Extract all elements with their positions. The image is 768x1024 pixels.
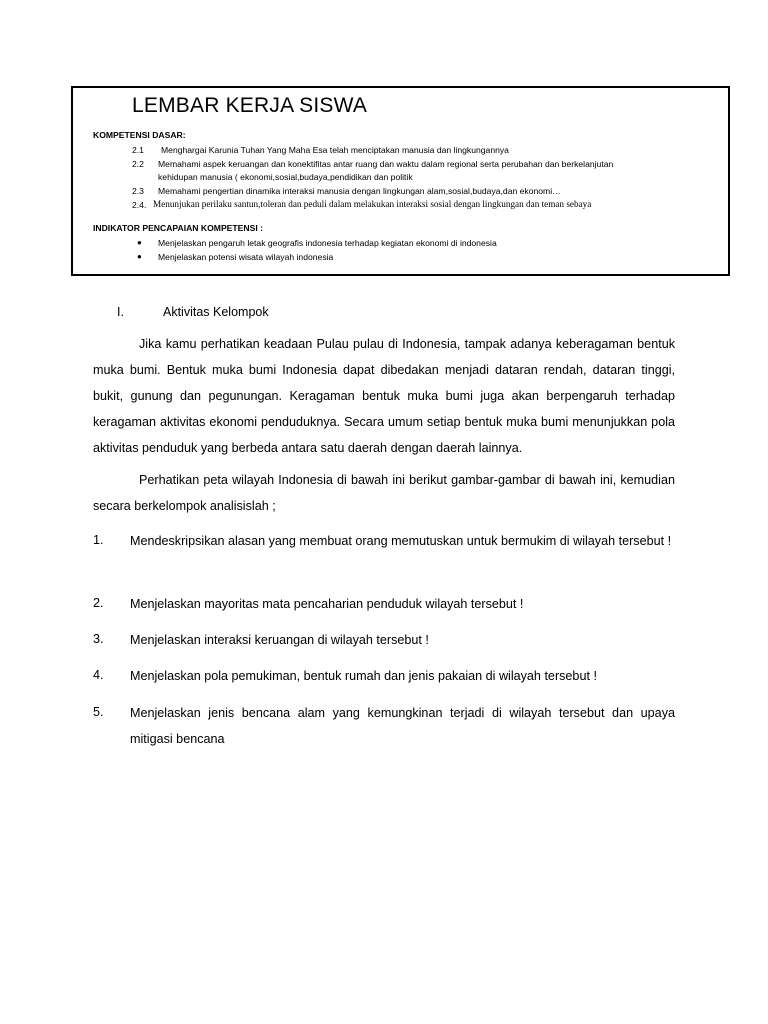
kompetensi-num-3: 2.3 [132, 186, 144, 196]
kompetensi-num-4: 2.4. [132, 200, 147, 210]
kompetensi-text-4: Menunjukan perilaku santun,toleran dan peduli dalam melakukan interaksi sosial dengan lingkungan dan teman sebaya [153, 199, 592, 209]
indikator-label: INDIKATOR PENCAPAIAN KOMPETENSI : [93, 223, 263, 233]
worksheet-title: LEMBAR KERJA SISWA [132, 94, 368, 117]
task-text-1: Mendeskripsikan alasan yang membuat orang memutuskan untuk bermukim di wilayah tersebut ! [130, 534, 672, 548]
header-box [71, 86, 730, 276]
paragraph-1: Jika kamu perhatikan keadaan Pulau pulau di Indonesia, tampak adanya keberagaman bentuk muka bumi. Bentuk muka bumi Indonesia dapat dibedakan menjadi dataran rendah, dataran tinggi, bukit, gunung dan pegunungan. Keragaman bentuk muka bumi juga akan berpengaruh terhadap keragaman aktivitas ekonomi penduduknya. Secara umum setiap bentuk muka bumi menunjukkan pola aktivitas penduduk yang berbeda antara satu daerah dengan daerah lainnya. [93, 337, 675, 455]
task-num-3: 3. [93, 632, 104, 646]
bullet-icon: ● [137, 238, 142, 247]
paragraph-2: Perhatikan peta wilayah Indonesia di bawah ini berikut gambar-gambar di bawah ini, kemudian secara berkelompok analisislah ; [93, 473, 675, 513]
task-num-2: 2. [93, 596, 104, 610]
task-num-4: 4. [93, 668, 104, 682]
kompetensi-text-1: Menghargai Karunia Tuhan Yang Maha Esa telah menciptakan manusia dan lingkungannya [161, 145, 509, 155]
task-num-1: 1. [93, 533, 104, 547]
kompetensi-label: KOMPETENSI DASAR: [93, 130, 186, 140]
indikator-item-2: Menjelaskan potensi wisata wilayah indonesia [158, 252, 334, 262]
section-title: Aktivitas Kelompok [163, 305, 269, 319]
kompetensi-text-2: Memahami aspek keruangan dan konektifitas antar ruang dan waktu dalam regional serta perubahan dan berkelanjutan [158, 159, 614, 169]
kompetensi-text-2-cont: kehidupan manusia ( ekonomi,sosial,budaya,pendidikan dan politik [158, 172, 413, 182]
task-text-3: Menjelaskan interaksi keruangan di wilayah tersebut ! [130, 633, 429, 647]
kompetensi-num-2: 2.2 [132, 159, 144, 169]
task-text-2: Menjelaskan mayoritas mata pencaharian penduduk wilayah tersebut ! [130, 597, 524, 611]
task-text-4: Menjelaskan pola pemukiman, bentuk rumah dan jenis pakaian di wilayah tersebut ! [130, 669, 597, 683]
task-text-5: Menjelaskan jenis bencana alam yang kemungkinan terjadi di wilayah tersebut dan upaya mitigasi bencana [130, 706, 675, 746]
task-num-5: 5. [93, 705, 104, 719]
kompetensi-text-3: Memahami pengertian dinamika interaksi manusia dengan lingkungan alam,sosial,budaya,dan ekonomi… [158, 186, 561, 196]
indikator-item-1: Menjelaskan pengaruh letak geografis indonesia terhadap kegiatan ekonomi di indonesia [158, 238, 497, 248]
kompetensi-num-1: 2.1 [132, 145, 144, 155]
section-number: I. [117, 305, 124, 319]
bullet-icon: ● [137, 252, 142, 261]
